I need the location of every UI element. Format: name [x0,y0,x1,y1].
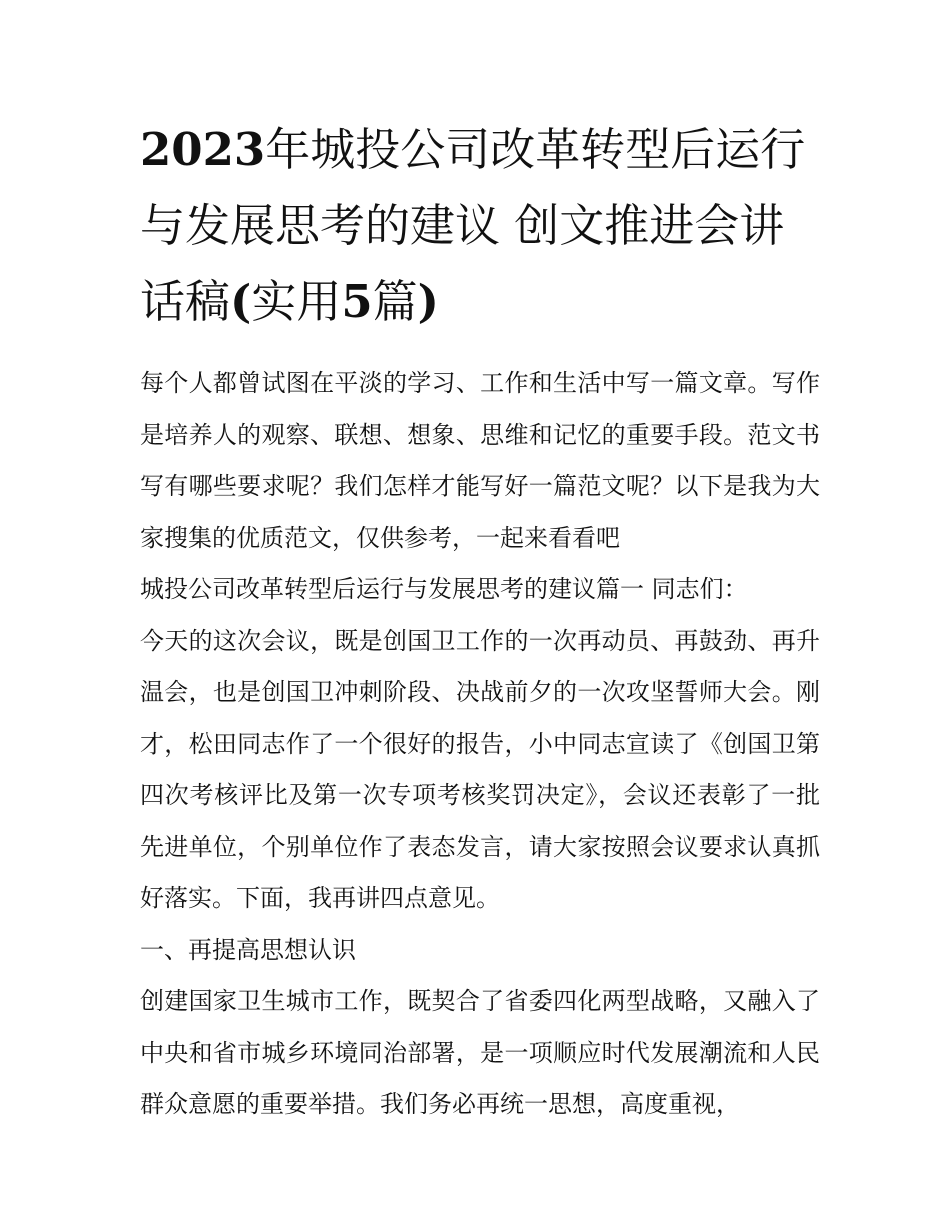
point-paragraph: 创建国家卫生城市工作，既契合了省委四化两型战略，又融入了中央和省市城乡环境同治部署，是一项顺应时代发展潮流和人民群众意愿的重要举措。我们务必再统一思想，高度重视， [140,987,820,1118]
document-title: 2023年城投公司改革转型后运行与发展思考的建议 创文推进会讲话稿(实用5篇) [140,123,806,328]
speech-paragraph: 今天的这次会议，既是创国卫工作的一次再动员、再鼓劲、再升温会，也是创国卫冲刺阶段、决战前夕的一次攻坚誓师大会。刚才，松田同志作了一个很好的报告，小中同志宣读了《创国卫第四次考核评比及第一次专项考核奖罚决定》，会议还表彰了一批先进单位，个别单位作了表态发言，请大家按照会议要求认真抓好落实。下面，我再讲四点意见。 [140,626,820,912]
title-latin-run: 5 [341,275,373,328]
section-heading-paragraph: 城投公司改革转型后运行与发展思考的建议篇一 同志们： [140,575,748,603]
document-body [140,358,820,1131]
title-latin-run: 2023 [140,123,266,176]
intro-paragraph: 每个人都曾试图在平淡的学习、工作和生活中写一篇文章。写作是培养人的观察、联想、想象、思维和记忆的重要手段。范文书写有哪些要求呢？我们怎样才能写好一篇范文呢？以下是我为大家搜集的优质范文，仅供参考，一起来看看吧 [140,369,820,552]
title-latin-run: ) [417,275,439,328]
title-latin-run: ( [230,275,252,328]
point-heading: 一、再提高思想认识 [140,935,356,964]
